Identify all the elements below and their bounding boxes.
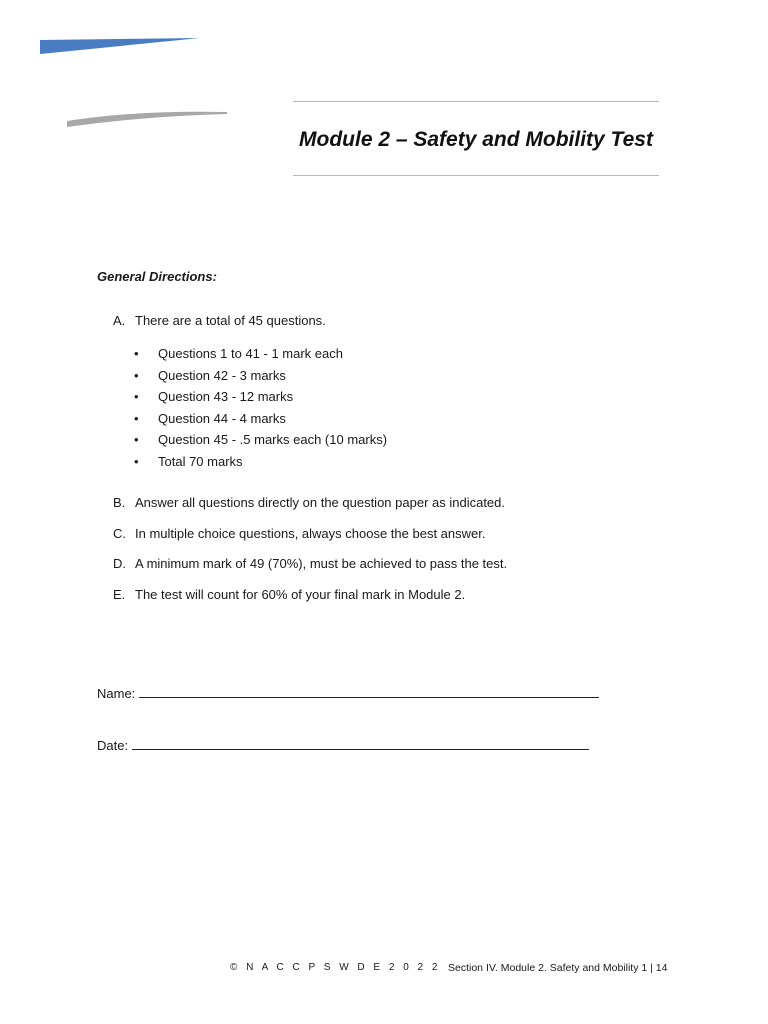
direction-item-b — [113, 495, 505, 510]
name-blank-line[interactable] — [139, 684, 599, 698]
date-blank-line[interactable] — [132, 736, 589, 750]
name-label: Name: — [97, 686, 136, 701]
direction-item-c — [113, 526, 485, 541]
bullet-icon: • — [134, 410, 139, 426]
gray-swoosh-decoration — [67, 110, 227, 128]
direction-letter: A. — [113, 313, 126, 328]
directions-heading: General Directions: — [97, 269, 217, 284]
list-item: • Questions 1 to 41 - 1 mark each — [134, 343, 387, 365]
list-item: • Question 42 - 3 marks — [134, 365, 387, 387]
name-field — [97, 684, 599, 701]
title-bottom-rule — [293, 175, 659, 176]
bullet-icon: • — [134, 367, 139, 383]
direction-text: There are a total of 45 questions. — [135, 313, 326, 328]
blue-swoosh-decoration — [40, 38, 200, 54]
direction-item-a — [113, 313, 326, 328]
direction-letter: B. — [113, 495, 126, 510]
bullet-icon: • — [134, 389, 139, 404]
list-item: • Question 43 - 12 marks — [134, 386, 387, 408]
direction-text: Answer all questions directly on the question paper as indicated. — [135, 495, 505, 510]
bullet-icon: • — [134, 453, 139, 469]
page-title: Module 2 – Safety and Mobility Test — [299, 128, 653, 151]
direction-item-d — [113, 556, 507, 571]
direction-text: In multiple choice questions, always choose the best answer. — [135, 526, 486, 541]
list-item: • Total 70 marks — [134, 451, 387, 473]
direction-text: The test will count for 60% of your final mark in Module 2. — [135, 587, 466, 602]
date-field — [97, 736, 589, 753]
direction-text: A minimum mark of 49 (70%), must be achieved to pass the test. — [135, 556, 508, 571]
list-item: • Question 44 - 4 marks — [134, 408, 387, 430]
direction-letter: D. — [113, 556, 126, 571]
direction-letter: E. — [113, 587, 126, 602]
title-top-rule — [293, 101, 659, 102]
direction-item-e — [113, 587, 465, 602]
direction-letter: C. — [113, 526, 126, 541]
bullet-icon: • — [134, 432, 139, 447]
marks-breakdown-list — [134, 343, 387, 472]
footer-section-page: Section IV. Module 2. Safety and Mobility 1 | 14 — [448, 962, 668, 974]
bullet-icon: • — [134, 346, 139, 361]
list-item: • Question 45 - .5 marks each (10 marks) — [134, 429, 387, 451]
footer-copyright: © N A C C P S W D E 2 0 2 2 — [230, 962, 441, 973]
date-label: Date: — [97, 738, 129, 753]
